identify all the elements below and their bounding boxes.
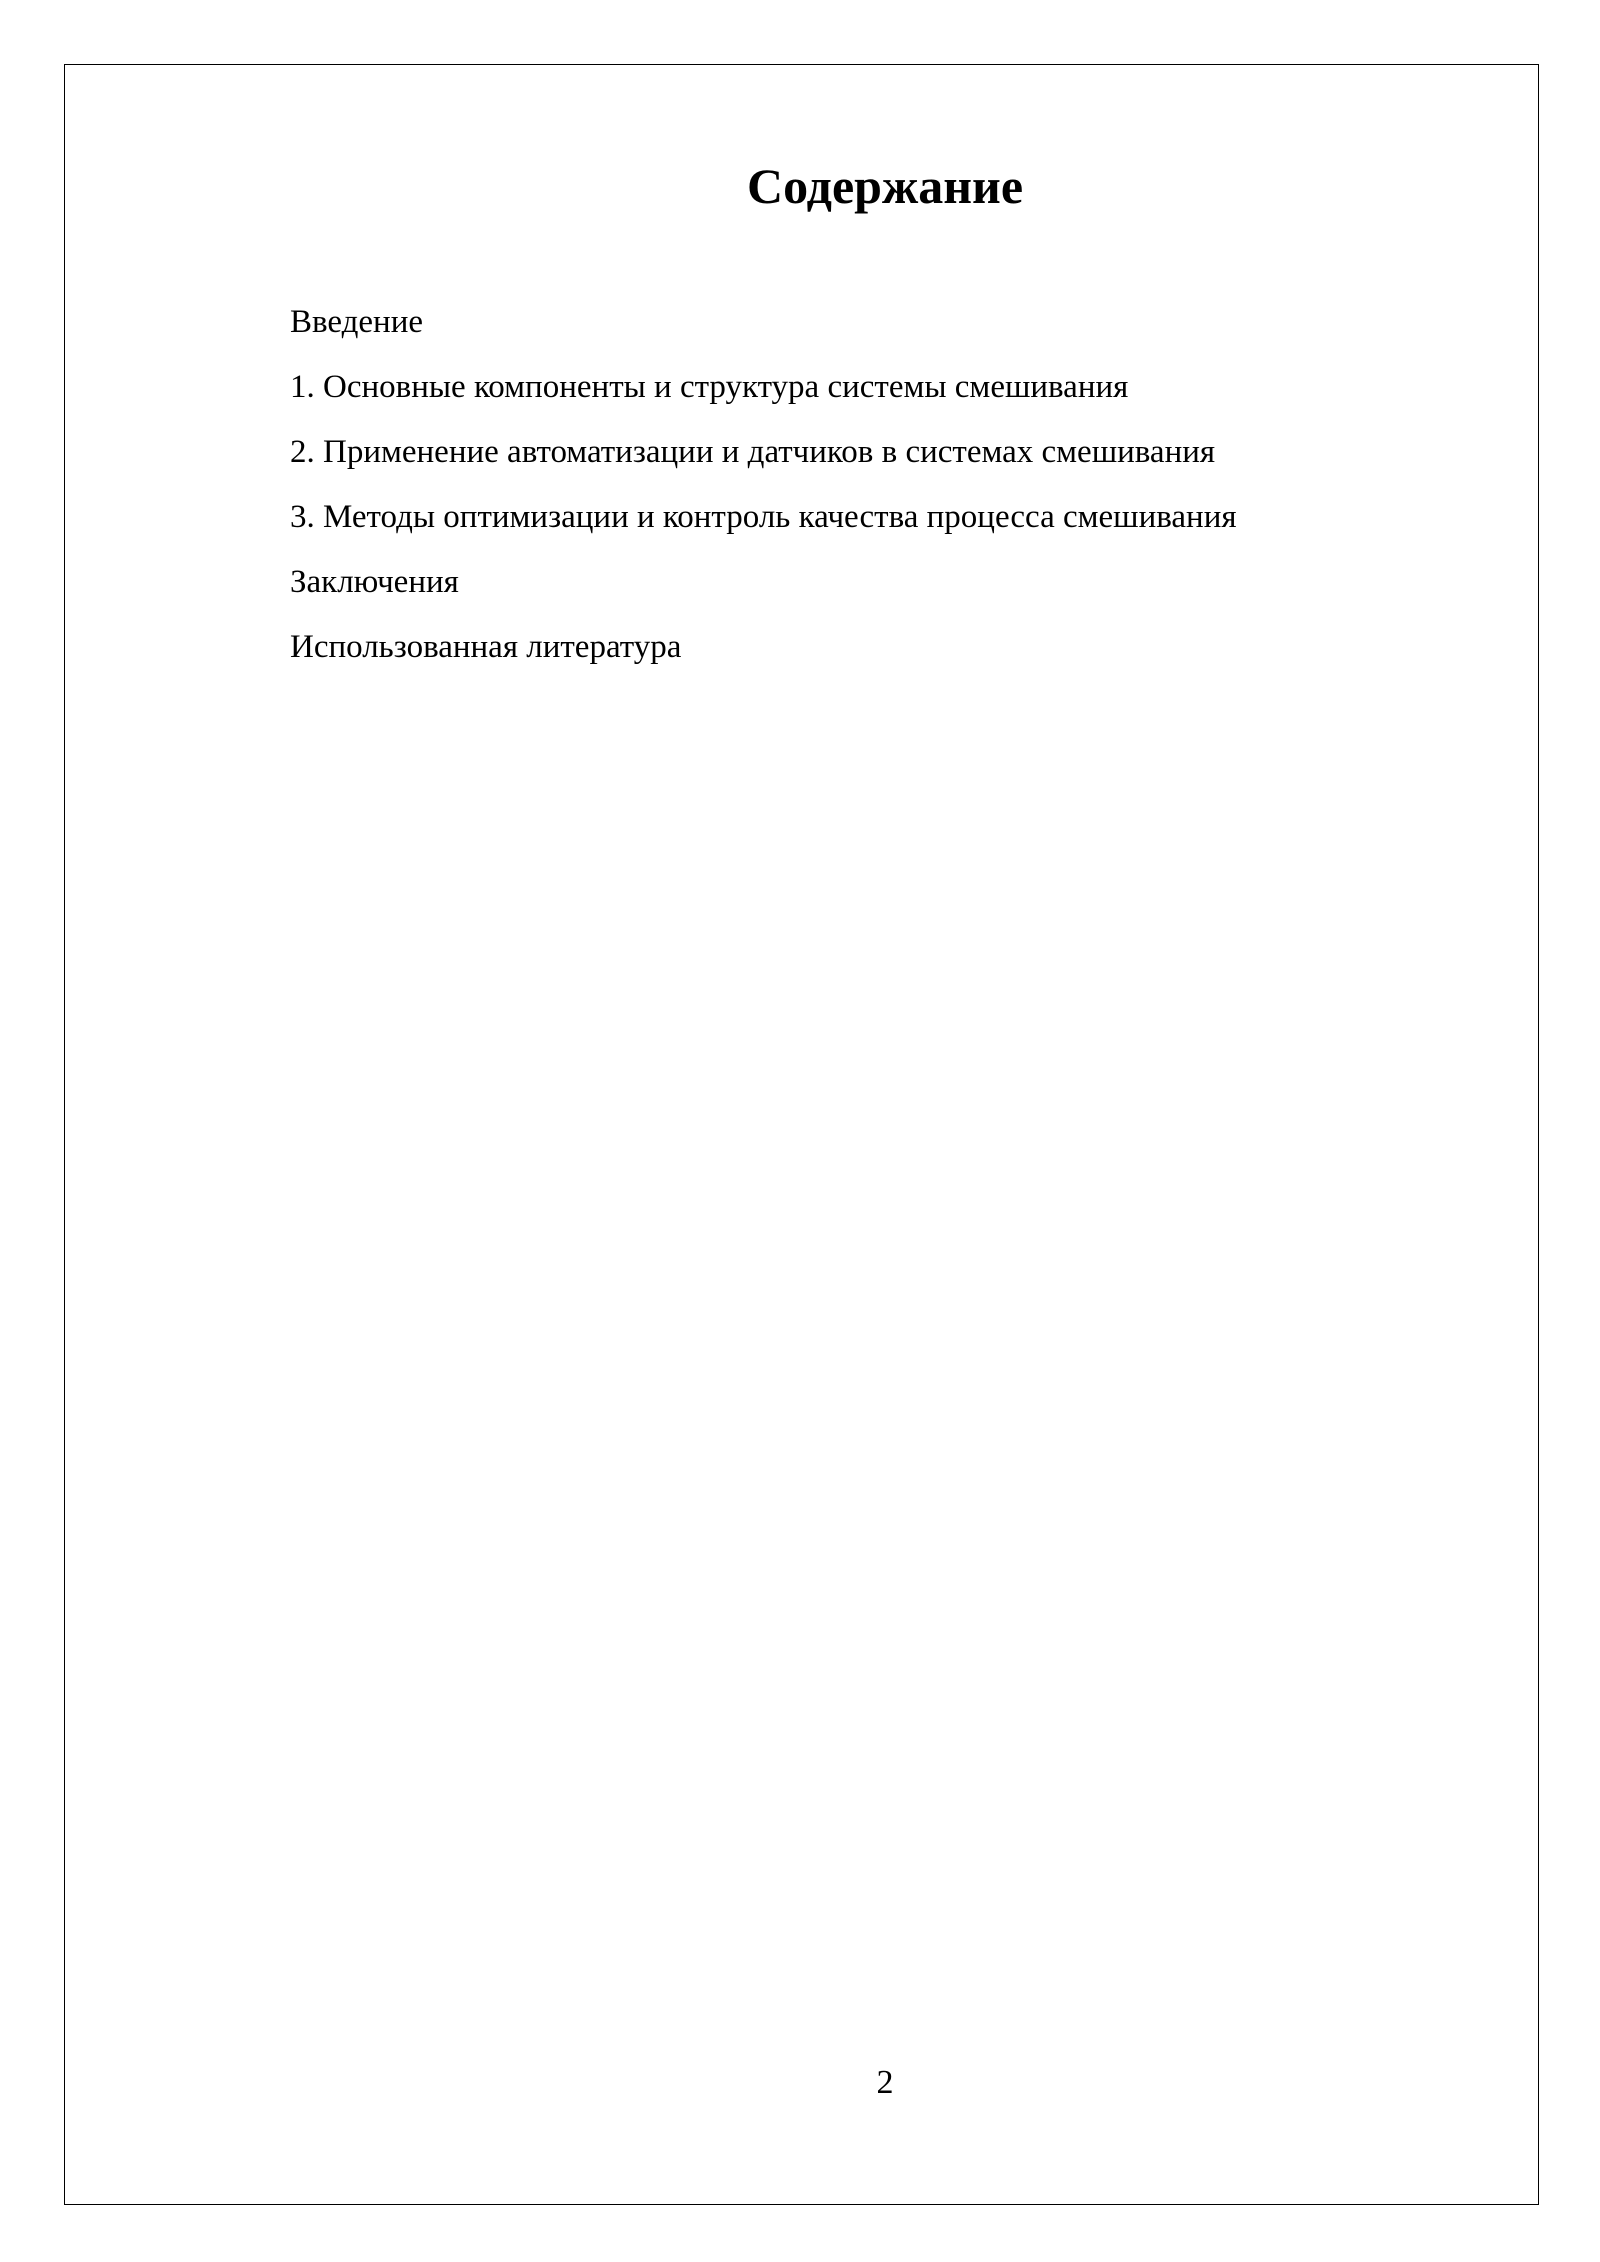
page-number: 2 (876, 2064, 894, 2101)
toc-item-chapter-1: 1. Основные компоненты и структура системы смешивания (290, 369, 1129, 405)
page-title: Содержание (746, 158, 1024, 214)
toc-item-references: Использованная литература (290, 629, 682, 665)
toc-item-introduction: Введение (290, 304, 424, 340)
table-of-contents (290, 290, 1237, 680)
toc-item-conclusion: Заключения (290, 564, 459, 600)
toc-item-chapter-3: 3. Методы оптимизации и контроль качества процесса смешивания (290, 499, 1237, 535)
toc-item-chapter-2: 2. Применение автоматизации и датчиков в системах смешивания (290, 434, 1216, 470)
